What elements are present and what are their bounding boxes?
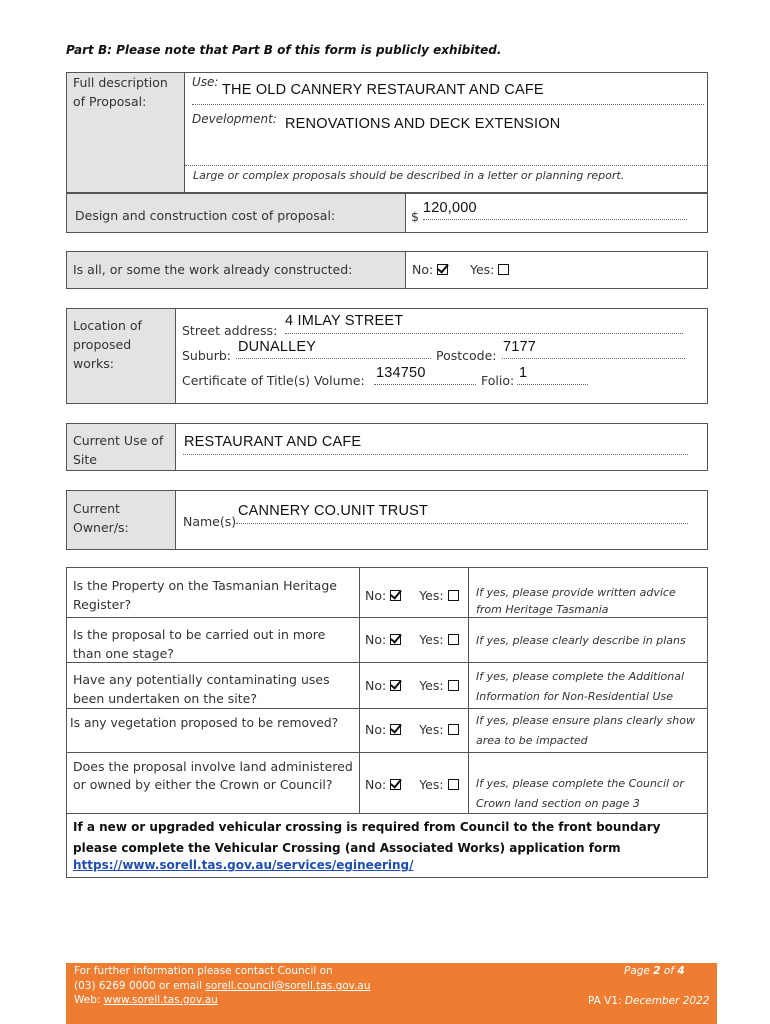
footer-web-label: Web: xyxy=(74,994,104,1006)
no-label: No: xyxy=(365,678,387,693)
volume-field[interactable]: 134750 xyxy=(376,365,426,381)
question-2-no-checkbox[interactable] xyxy=(390,634,401,645)
footer-version xyxy=(588,995,709,1007)
owner-label: Current Owner/s: xyxy=(73,501,129,535)
row-divider xyxy=(66,813,708,814)
question-2-options xyxy=(365,630,459,649)
question-1-options xyxy=(365,586,459,605)
page-of: of xyxy=(660,965,678,977)
street-address-label: Street address: xyxy=(182,323,278,338)
question-5-yes-checkbox[interactable] xyxy=(448,779,459,790)
question-5-no-checkbox[interactable] xyxy=(390,779,401,790)
footer-email-link[interactable]: sorell.council@sorell.tas.gov.au xyxy=(205,980,371,992)
question-1-no-checkbox[interactable] xyxy=(390,590,401,601)
no-label: No: xyxy=(365,588,387,603)
cost-currency: $ xyxy=(411,209,419,224)
cost-field[interactable]: 120,000 xyxy=(423,200,477,216)
constructed-question: Is all, or some the work already constructed: xyxy=(73,262,353,277)
use-underline xyxy=(192,104,704,105)
owner-name-underline xyxy=(236,523,688,524)
question-3-yes-checkbox[interactable] xyxy=(448,680,459,691)
question-5-options xyxy=(365,775,459,794)
owner-name-field[interactable]: CANNERY CO.UNIT TRUST xyxy=(238,503,429,519)
row-divider xyxy=(66,752,708,753)
page-current: 2 xyxy=(653,965,661,977)
suburb-field[interactable]: DUNALLEY xyxy=(238,339,317,355)
constructed-no-label: No: xyxy=(412,262,434,277)
question-3-no-checkbox[interactable] xyxy=(390,680,401,691)
yes-label: Yes: xyxy=(419,632,444,647)
page-prefix: Page xyxy=(624,965,654,977)
title-volume-label: Certificate of Title(s) Volume: xyxy=(182,373,365,388)
folio-underline xyxy=(517,384,588,385)
question-2-yes-checkbox[interactable] xyxy=(448,634,459,645)
row-divider xyxy=(66,708,708,709)
volume-underline xyxy=(374,384,476,385)
yes-label: Yes: xyxy=(419,777,444,792)
constructed-yes-option[interactable] xyxy=(470,260,509,279)
footer-web-link[interactable]: www.sorell.tas.gov.au xyxy=(103,994,218,1006)
question-1-yes-checkbox[interactable] xyxy=(448,590,459,601)
suburb-label: Suburb: xyxy=(182,348,231,363)
constructed-yes-label: Yes: xyxy=(470,262,495,277)
footer-contact-line: For further information please contact Council on xyxy=(74,965,333,977)
street-underline xyxy=(285,333,683,334)
footer-email-line xyxy=(74,980,371,992)
question-note: If yes, please complete the Additional Information for Non-Residential Use xyxy=(476,670,684,703)
current-use-field[interactable]: RESTAURANT AND CAFE xyxy=(184,434,362,450)
development-label: Development: xyxy=(192,112,277,126)
development-field[interactable]: RENOVATIONS AND DECK EXTENSION xyxy=(285,116,561,132)
footer-web-line xyxy=(74,994,218,1006)
folio-label: Folio: xyxy=(481,373,515,388)
question-note: If yes, please provide written advice from Heritage Tasmania xyxy=(476,586,676,616)
cost-label: Design and construction cost of proposal: xyxy=(75,208,336,223)
folio-field[interactable]: 1 xyxy=(519,365,528,381)
question-text: Is the proposal to be carried out in more than one stage? xyxy=(73,627,326,661)
constructed-no-checkbox[interactable] xyxy=(437,264,448,275)
constructed-answer-cell xyxy=(405,251,708,289)
question-4-yes-checkbox[interactable] xyxy=(448,724,459,735)
page-total: 4 xyxy=(677,965,685,977)
street-address-field[interactable]: 4 IMLAY STREET xyxy=(285,313,404,329)
part-b-note: Part B: Please note that Part B of this form is publicly exhibited. xyxy=(66,43,502,57)
yes-label: Yes: xyxy=(419,678,444,693)
question-text: Does the proposal involve land administered or owned by either the Crown or Council? xyxy=(73,759,353,792)
owner-name-label: Name(s) xyxy=(183,514,237,529)
question-note: If yes, please complete the Council or Crown land section on page 3 xyxy=(476,777,684,810)
version-date: December 2022 xyxy=(624,995,710,1007)
footer-page-number xyxy=(624,965,685,977)
question-note: If yes, please clearly describe in plans xyxy=(476,634,686,647)
current-use-label: Current Use of Site xyxy=(73,433,164,467)
question-text: Have any potentially contaminating uses been undertaken on the site? xyxy=(73,672,330,706)
version-prefix: PA V1: xyxy=(588,995,625,1007)
question-4-no-checkbox[interactable] xyxy=(390,724,401,735)
large-proposal-note: Large or complex proposals should be described in a letter or planning report. xyxy=(193,169,625,182)
question-text: Is the Property on the Tasmanian Heritage Register? xyxy=(73,578,337,612)
yes-label: Yes: xyxy=(419,722,444,737)
use-label: Use: xyxy=(192,75,219,89)
full-description-label: Full description of Proposal: xyxy=(73,75,168,109)
development-underline xyxy=(185,165,707,166)
question-4-options xyxy=(365,720,459,739)
location-label: Location of proposed works: xyxy=(73,318,142,371)
postcode-label: Postcode: xyxy=(436,348,497,363)
postcode-underline xyxy=(502,358,685,359)
crossing-link[interactable]: https://www.sorell.tas.gov.au/services/egineering/ xyxy=(73,858,414,872)
cost-underline xyxy=(423,219,687,220)
current-use-underline xyxy=(183,454,688,455)
no-label: No: xyxy=(365,722,387,737)
question-note: If yes, please ensure plans clearly show area to be impacted xyxy=(476,714,695,747)
crossing-note: If a new or upgraded vehicular crossing is required from Council to the front boundary please complete the Vehicular Crossing (and Associated Works) application form xyxy=(73,820,661,855)
footer xyxy=(66,963,717,1024)
questions-col-divider-2 xyxy=(468,567,469,813)
constructed-no-option[interactable] xyxy=(412,260,448,279)
constructed-yes-checkbox[interactable] xyxy=(498,264,509,275)
owner-field-cell xyxy=(175,490,708,550)
no-label: No: xyxy=(365,632,387,647)
yes-label: Yes: xyxy=(419,588,444,603)
use-field[interactable]: THE OLD CANNERY RESTAURANT AND CAFE xyxy=(222,82,544,98)
footer-phone-text: (03) 6269 0000 or email xyxy=(74,980,206,992)
postcode-field[interactable]: 7177 xyxy=(503,339,537,355)
row-divider xyxy=(66,662,708,663)
no-label: No: xyxy=(365,777,387,792)
question-3-options xyxy=(365,676,459,695)
question-text: Is any vegetation proposed to be removed? xyxy=(70,716,339,730)
row-divider xyxy=(66,617,708,618)
suburb-underline xyxy=(236,358,431,359)
